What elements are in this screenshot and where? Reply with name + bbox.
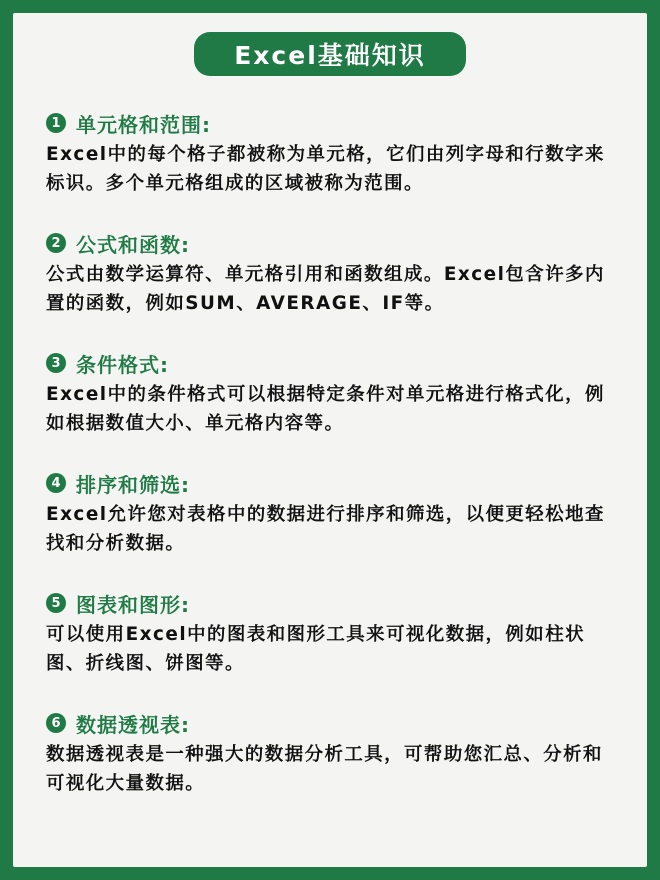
section-body: Excel中的每个格子都被称为单元格，它们由列字母和行数字来标识。多个单元格组成的区域被称为范围。 <box>46 144 605 194</box>
number-5-icon: 5 <box>46 593 66 613</box>
section-charts-graphics <box>46 588 622 708</box>
section-conditional-format <box>46 348 622 468</box>
section-heading <box>46 468 622 498</box>
section-heading-text: 单元格和范围: <box>76 112 211 137</box>
section-formulas-functions <box>46 228 622 348</box>
section-heading <box>46 228 622 258</box>
section-heading <box>46 588 622 618</box>
section-heading-text: 数据透视表: <box>76 712 190 737</box>
section-body: Excel中的条件格式可以根据特定条件对单元格进行格式化，例如根据数值大小、单元格内容等。 <box>46 384 605 434</box>
section-heading-text: 排序和筛选: <box>76 472 190 497</box>
sections-list <box>46 108 622 828</box>
section-body: 数据透视表是一种强大的数据分析工具，可帮助您汇总、分析和可视化大量数据。 <box>46 744 603 794</box>
number-4-icon: 4 <box>46 473 66 493</box>
number-1-icon: 1 <box>46 113 66 133</box>
section-body: Excel允许您对表格中的数据进行排序和筛选，以便更轻松地查找和分析数据。 <box>46 504 605 554</box>
section-heading <box>46 108 622 138</box>
section-heading-text: 条件格式: <box>76 352 169 377</box>
section-sort-filter <box>46 468 622 588</box>
page-title: Excel基础知识 <box>194 32 466 76</box>
number-3-icon: 3 <box>46 353 66 373</box>
section-heading <box>46 348 622 378</box>
section-heading-text: 图表和图形: <box>76 592 190 617</box>
section-heading-text: 公式和函数: <box>76 232 190 257</box>
number-6-icon: 6 <box>46 713 66 733</box>
section-pivot-table <box>46 708 622 828</box>
number-2-icon: 2 <box>46 233 66 253</box>
section-heading <box>46 708 622 738</box>
section-body: 公式由数学运算符、单元格引用和函数组成。Excel包含许多内置的函数，例如SUM、AVERAGE、IF等。 <box>46 264 605 314</box>
section-body: 可以使用Excel中的图表和图形工具来可视化数据，例如柱状图、折线图、饼图等。 <box>46 624 585 674</box>
section-cells-ranges <box>46 108 622 228</box>
